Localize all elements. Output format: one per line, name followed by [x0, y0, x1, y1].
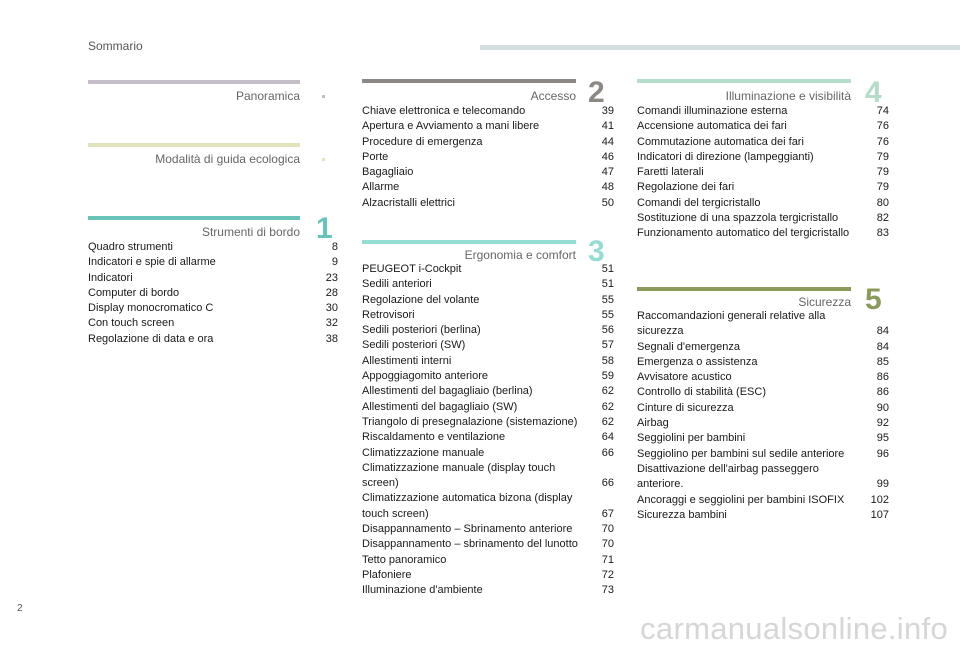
toc-entry-label: Allestimenti del bagagliaio (SW) — [362, 400, 518, 413]
toc-entry[interactable] — [362, 150, 614, 165]
toc-entry-label: Regolazione di data e ora — [88, 332, 214, 345]
toc-entry[interactable] — [362, 522, 614, 537]
section-bar — [637, 287, 851, 291]
toc-entry[interactable] — [362, 583, 614, 598]
toc-entry-label: Controllo di stabilità (ESC) — [637, 386, 766, 399]
toc-entry-page: 96 — [876, 447, 889, 460]
toc-entry-label: Sedili posteriori (SW) — [362, 339, 466, 352]
toc-list-ergonomia — [362, 262, 614, 599]
toc-entry[interactable] — [362, 323, 614, 338]
toc-entry[interactable] — [362, 537, 614, 552]
toc-entry-label: Raccomandazioni generali relative alla sicurezza — [637, 310, 826, 338]
section-number: 1 — [316, 212, 333, 245]
toc-entry-label: Regolazione dei fari — [637, 181, 735, 194]
toc-entry-page: 79 — [876, 150, 889, 163]
toc-entry-label: Apertura e Avviamento a mani libere — [362, 120, 540, 133]
toc-entry-label: Quadro strumenti — [88, 241, 173, 253]
toc-entry[interactable] — [637, 431, 889, 446]
section-title[interactable]: Strumenti di bordo — [201, 225, 300, 239]
toc-entry-label: Retrovisori — [362, 308, 415, 321]
toc-entry-label: Cinture di sicurezza — [637, 401, 734, 414]
toc-entry-page: 41 — [601, 120, 614, 133]
toc-entry[interactable] — [637, 508, 889, 523]
toc-entry[interactable] — [362, 293, 614, 308]
toc-entry[interactable] — [362, 354, 614, 369]
toc-entry[interactable] — [637, 211, 889, 226]
toc-entry[interactable] — [637, 401, 889, 416]
toc-entry-page: 55 — [601, 308, 614, 321]
toc-entry[interactable] — [362, 180, 614, 195]
toc-entry[interactable] — [362, 461, 614, 492]
toc-entry-label: Climatizzazione manuale — [362, 446, 485, 459]
toc-entry-label: Comandi illuminazione esterna — [637, 105, 788, 117]
toc-entry[interactable] — [637, 462, 889, 493]
section-bar — [637, 79, 851, 83]
toc-entry[interactable] — [362, 277, 614, 292]
toc-entry-page: 51 — [601, 278, 614, 291]
toc-entry-label: Indicatori — [88, 271, 133, 284]
section-bar — [362, 240, 576, 244]
toc-entry-page: 74 — [876, 105, 889, 117]
toc-entry[interactable] — [637, 370, 889, 385]
toc-entry-label: Illuminazione d'ambiente — [362, 584, 483, 597]
toc-entry[interactable] — [362, 430, 614, 445]
toc-entry-page: 32 — [325, 317, 338, 330]
section-panoramica — [88, 80, 328, 110]
toc-entry-page: 66 — [601, 446, 614, 459]
section-marker — [322, 158, 325, 161]
section-title[interactable]: Ergonomia e comfort — [464, 248, 576, 262]
toc-entry-page: 76 — [876, 120, 889, 133]
toc-entry-label: Plafoniere — [362, 568, 412, 581]
toc-entry-page: 48 — [601, 181, 614, 194]
toc-entry-label: Airbag — [637, 417, 669, 430]
toc-entry-page: 9 — [331, 256, 338, 269]
toc-entry[interactable] — [362, 369, 614, 384]
toc-entry-page: 84 — [876, 325, 889, 338]
section-title[interactable]: Illuminazione e visibilità — [725, 89, 851, 103]
toc-entry-label: Sostituzione di una spazzola tergicristallo — [637, 212, 839, 225]
toc-entry-label: Display monocromatico C — [88, 302, 214, 315]
toc-entry-label: Triangolo di presegnalazione (sistemazione) — [362, 415, 578, 428]
toc-entry-label: Climatizzazione manuale (display touch screen) — [362, 461, 556, 490]
toc-entry[interactable] — [362, 400, 614, 415]
toc-entry-label: Tetto panoramico — [362, 553, 447, 566]
toc-entry[interactable] — [88, 255, 338, 270]
toc-entry-page: 58 — [601, 354, 614, 367]
toc-entry-page: 39 — [601, 105, 614, 117]
toc-entry-page: 51 — [601, 263, 614, 275]
toc-entry-page: 86 — [876, 371, 889, 384]
toc-entry-label: Indicatori e spie di allarme — [88, 256, 216, 269]
toc-entry-label: Allarme — [362, 181, 400, 194]
toc-list-sicurezza — [637, 309, 889, 523]
toc-entry-page: 84 — [876, 340, 889, 353]
toc-entry-page: 56 — [601, 324, 614, 337]
toc-entry-page: 72 — [601, 568, 614, 581]
toc-entry-label: Riscaldamento e ventilazione — [362, 431, 506, 444]
toc-entry-label: Bagagliaio — [362, 166, 414, 179]
toc-entry[interactable] — [362, 308, 614, 323]
toc-entry-label: Computer di bordo — [88, 286, 180, 299]
toc-entry-label: Seggiolino per bambini sul sedile anteriore — [637, 447, 845, 460]
toc-entry-page: 30 — [325, 302, 338, 315]
toc-entry[interactable] — [637, 104, 889, 119]
toc-entry[interactable] — [362, 384, 614, 399]
toc-entry-page: 62 — [601, 415, 614, 428]
header-rule — [480, 45, 960, 50]
toc-entry-label: Sedili posteriori (berlina) — [362, 324, 481, 337]
toc-entry-label: Commutazione automatica dei fari — [637, 135, 804, 148]
toc-entry-page: 102 — [870, 493, 889, 506]
toc-entry-label: Sicurezza bambini — [637, 508, 727, 521]
toc-entry-label: Faretti laterali — [637, 166, 704, 179]
toc-entry[interactable] — [362, 491, 614, 522]
toc-entry[interactable] — [88, 271, 338, 286]
toc-entry[interactable] — [362, 135, 614, 150]
toc-entry-page: 47 — [601, 166, 614, 179]
toc-entry-page: 64 — [601, 431, 614, 444]
toc-entry[interactable] — [637, 309, 889, 340]
toc-entry-label: Comandi del tergicristallo — [637, 196, 761, 209]
toc-entry-page: 73 — [601, 584, 614, 597]
toc-entry-label: Ancoraggi e seggiolini per bambini ISOFIX — [637, 493, 845, 506]
toc-entry-page: 83 — [876, 227, 889, 240]
toc-entry-label: Avvisatore acustico — [637, 371, 732, 384]
toc-entry-label: Segnali d'emergenza — [637, 340, 741, 353]
watermark: carmanualsonline.info — [640, 611, 948, 646]
toc-entry-label: Alzacristalli elettrici — [362, 196, 455, 209]
toc-entry-page: 46 — [601, 150, 614, 163]
toc-entry-page: 92 — [876, 417, 889, 430]
toc-entry-page: 76 — [876, 135, 889, 148]
toc-entry[interactable] — [637, 416, 889, 431]
page-number: 2 — [17, 603, 23, 614]
toc-entry-page: 57 — [601, 339, 614, 352]
toc-entry[interactable] — [362, 165, 614, 180]
toc-entry-label: Disappannamento – sbrinamento del lunotto — [362, 538, 578, 551]
toc-entry-page: 70 — [601, 538, 614, 551]
toc-entry[interactable] — [362, 119, 614, 134]
toc-entry-page: 107 — [870, 508, 889, 521]
toc-entry-page: 71 — [601, 553, 614, 566]
toc-entry-page: 59 — [601, 370, 614, 383]
toc-entry-page: 70 — [601, 523, 614, 536]
toc-entry-label: Porte — [362, 150, 389, 163]
toc-entry-label: Chiave elettronica e telecomando — [362, 105, 526, 117]
toc-entry-label: Sedili anteriori — [362, 278, 432, 291]
toc-entry-label: PEUGEOT i-Cockpit — [362, 263, 462, 275]
toc-entry-label: Regolazione del volante — [362, 293, 480, 306]
toc-entry[interactable] — [637, 119, 889, 134]
toc-entry-label: Indicatori di direzione (lampeggianti) — [637, 150, 814, 163]
toc-entry-page: 85 — [876, 355, 889, 368]
toc-entry-page: 66 — [601, 477, 614, 490]
toc-entry-page: 82 — [876, 212, 889, 225]
toc-entry[interactable] — [637, 493, 889, 508]
toc-entry[interactable] — [362, 446, 614, 461]
section-bar — [88, 143, 300, 147]
toc-entry[interactable] — [88, 316, 338, 331]
toc-entry-label: Disattivazione dell'airbag passeggero anteriore. — [637, 462, 819, 491]
toc-entry[interactable] — [362, 196, 614, 211]
section-marker — [322, 95, 325, 98]
toc-entry-page: 86 — [876, 386, 889, 399]
toc-entry-label: Accensione automatica dei fari — [637, 120, 787, 133]
toc-entry-page: 95 — [876, 432, 889, 445]
toc-entry[interactable] — [88, 301, 338, 316]
toc-entry-page: 50 — [601, 196, 614, 209]
toc-entry[interactable] — [88, 332, 338, 347]
toc-entry-label: Funzionamento automatico del tergicristallo — [637, 227, 850, 240]
toc-entry-label: Appoggiagomito anteriore — [362, 370, 488, 383]
toc-entry-page: 28 — [325, 286, 338, 299]
toc-entry[interactable] — [362, 415, 614, 430]
toc-list-illuminazione — [637, 104, 889, 242]
section-title[interactable]: Panoramica — [235, 89, 300, 103]
toc-entry[interactable] — [637, 385, 889, 400]
toc-entry-page: 62 — [601, 400, 614, 413]
toc-entry-label: Seggiolini per bambini — [637, 432, 746, 445]
section-number: 2 — [588, 76, 605, 109]
section-title[interactable]: Modalità di guida ecologica — [155, 152, 300, 166]
toc-entry[interactable] — [637, 165, 889, 180]
toc-entry-page: 99 — [876, 478, 889, 491]
toc-entry[interactable] — [637, 340, 889, 355]
toc-entry[interactable] — [637, 150, 889, 165]
section-number: 5 — [865, 283, 882, 316]
section-number: 4 — [865, 76, 882, 109]
toc-list-accesso — [362, 104, 614, 211]
toc-entry[interactable] — [637, 196, 889, 211]
toc-entry-page: 55 — [601, 293, 614, 306]
section-title[interactable]: Accesso — [530, 89, 576, 103]
toc-entry[interactable] — [362, 262, 614, 277]
toc-entry[interactable] — [362, 104, 614, 119]
toc-entry[interactable] — [637, 180, 889, 195]
toc-entry[interactable] — [362, 553, 614, 568]
toc-entry[interactable] — [362, 338, 614, 353]
toc-entry-page: 62 — [601, 385, 614, 398]
toc-entry[interactable] — [637, 447, 889, 462]
section-bar — [88, 216, 300, 220]
toc-entry-label: Allestimenti del bagagliaio (berlina) — [362, 385, 533, 398]
section-bar — [88, 80, 300, 84]
toc-entry[interactable] — [637, 135, 889, 150]
toc-entry-label: Disappannamento – Sbrinamento anteriore — [362, 523, 573, 536]
section-ecologica — [88, 143, 328, 173]
toc-entry-page: 80 — [876, 196, 889, 209]
toc-entry-page: 79 — [876, 166, 889, 179]
toc-entry-page: 8 — [331, 241, 338, 253]
toc-entry[interactable] — [88, 240, 338, 255]
toc-entry-label: Emergenza o assistenza — [637, 355, 758, 368]
toc-entry-page: 23 — [325, 271, 338, 284]
toc-entry-label: Allestimenti interni — [362, 354, 452, 367]
toc-entry-page: 79 — [876, 181, 889, 194]
toc-entry-label: Climatizzazione automatica bizona (display touch screen) — [362, 492, 573, 520]
toc-entry-page: 67 — [601, 507, 614, 520]
toc-entry[interactable] — [637, 355, 889, 370]
toc-entry-label: Con touch screen — [88, 317, 175, 330]
section-bar — [362, 79, 576, 83]
section-number: 3 — [588, 235, 605, 268]
toc-entry-label: Procedure di emergenza — [362, 135, 483, 148]
toc-entry-page: 44 — [601, 135, 614, 148]
toc-entry-page: 38 — [325, 332, 338, 345]
toc-list-strumenti — [88, 240, 338, 347]
toc-entry[interactable] — [88, 286, 338, 301]
page-header-title: Sommario — [88, 39, 143, 53]
section-title[interactable]: Sicurezza — [798, 295, 851, 309]
toc-entry-page: 90 — [876, 401, 889, 414]
toc-entry[interactable] — [362, 568, 614, 583]
toc-entry[interactable] — [637, 226, 889, 241]
